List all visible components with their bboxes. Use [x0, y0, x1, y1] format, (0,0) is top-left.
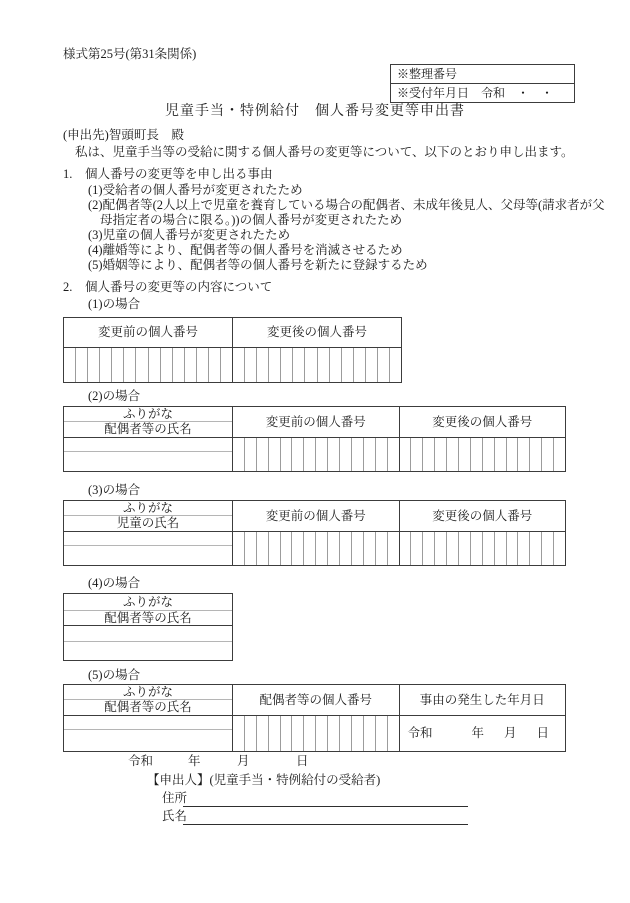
digit-cell[interactable] [352, 532, 364, 565]
digit-cell[interactable] [245, 532, 257, 565]
digit-cell[interactable] [233, 716, 245, 751]
digit-cell[interactable] [507, 532, 519, 565]
digit-cell[interactable] [340, 532, 352, 565]
case3-name-label: 児童の氏名 [64, 516, 232, 532]
case3-before-header: 変更前の個人番号 [233, 501, 399, 532]
digit-cell[interactable] [530, 532, 542, 565]
reason-item-5: (5)婚姻等により、配偶者等の個人番号を新たに登録するため [88, 258, 428, 272]
case1-before-header: 変更前の個人番号 [64, 318, 233, 347]
digit-cell[interactable] [364, 532, 376, 565]
digit-cell[interactable] [388, 716, 399, 751]
digit-cell[interactable] [340, 716, 352, 751]
case4-table [63, 593, 233, 661]
digit-cell[interactable] [554, 438, 565, 471]
digit-cell[interactable] [495, 532, 507, 565]
digit-cell[interactable] [340, 438, 352, 471]
case2-before-header: 変更前の個人番号 [233, 407, 399, 438]
digit-cell[interactable] [483, 532, 495, 565]
year-label: 年 [188, 754, 201, 768]
digit-cell[interactable] [292, 438, 304, 471]
digit-cell[interactable] [459, 532, 471, 565]
digit-cell[interactable] [423, 532, 435, 565]
digit-cell[interactable] [328, 438, 340, 471]
digit-cell[interactable] [197, 348, 209, 382]
reason-item-2: (2)配偶者等(2人以上で児童を養育している場合の配偶者、未成年後見人、父母等(請求者が父 [88, 198, 605, 212]
case2-name-label: 配偶者等の氏名 [64, 422, 232, 438]
digit-cell[interactable] [352, 716, 364, 751]
digit-cell[interactable] [471, 532, 483, 565]
name-label: 氏名 [162, 809, 188, 823]
digit-cell[interactable] [376, 532, 388, 565]
digit-cell[interactable] [364, 716, 376, 751]
digit-cell[interactable] [112, 348, 124, 382]
case5-label: (5)の場合 [88, 668, 141, 682]
digit-cell[interactable] [354, 348, 366, 382]
digit-cell[interactable] [447, 532, 459, 565]
address-label: 住所 [162, 791, 188, 805]
digit-cell[interactable] [233, 348, 245, 382]
digit-cell[interactable] [281, 438, 293, 471]
digit-cell[interactable] [304, 438, 316, 471]
digit-cell[interactable] [364, 438, 376, 471]
case1-table [63, 317, 402, 383]
digit-cell[interactable] [554, 532, 565, 565]
case3-before-digit-boxes[interactable] [233, 532, 399, 565]
digit-cell[interactable] [542, 532, 554, 565]
digit-cell[interactable] [400, 438, 412, 471]
digit-cell[interactable] [257, 438, 269, 471]
digit-cell[interactable] [411, 532, 423, 565]
digit-cell[interactable] [281, 532, 293, 565]
case4-name-entry[interactable] [64, 642, 232, 660]
case2-after-header: 変更後の個人番号 [400, 407, 566, 438]
digit-cell[interactable] [269, 438, 281, 471]
digit-cell[interactable] [378, 348, 390, 382]
digit-cell[interactable] [423, 438, 435, 471]
digit-cell[interactable] [245, 716, 257, 751]
digit-cell[interactable] [305, 348, 317, 382]
digit-cell[interactable] [293, 348, 305, 382]
digit-cell[interactable] [318, 348, 330, 382]
digit-cell[interactable] [292, 716, 304, 751]
digit-cell[interactable] [518, 438, 530, 471]
digit-cell[interactable] [257, 716, 269, 751]
digit-cell[interactable] [76, 348, 88, 382]
case3-label: (3)の場合 [88, 483, 141, 497]
case2-name-entry[interactable] [64, 452, 232, 471]
section1-heading: 個人番号の変更等を申し出る事由 [85, 167, 273, 181]
digit-cell[interactable] [257, 532, 269, 565]
digit-cell[interactable] [88, 348, 100, 382]
submission-date-line[interactable] [128, 754, 328, 769]
intro-text: 私は、児童手当等の受給に関する個人番号の変更等について、以下のとおり申し出ます。 [75, 145, 574, 159]
case2-before-digit-boxes[interactable] [233, 438, 399, 471]
digit-cell[interactable] [185, 348, 197, 382]
address-field[interactable] [183, 792, 468, 807]
digit-cell[interactable] [281, 716, 293, 751]
day-label: 日 [296, 754, 309, 768]
form-title: 児童手当・特例給付 個人番号変更等申出書 [165, 104, 465, 119]
case3-furigana-label: ふりがな [64, 501, 232, 516]
digit-cell[interactable] [281, 348, 293, 382]
digit-cell[interactable] [366, 348, 378, 382]
digit-cell[interactable] [269, 532, 281, 565]
digit-cell[interactable] [435, 532, 447, 565]
case3-after-header: 変更後の個人番号 [400, 501, 566, 532]
era-label: 令和 [407, 726, 433, 740]
digit-cell[interactable] [530, 438, 542, 471]
digit-cell[interactable] [304, 716, 316, 751]
case1-after-header: 変更後の個人番号 [266, 325, 367, 339]
section2-heading: 個人番号の変更等の内容について [85, 280, 273, 294]
digit-cell[interactable] [173, 348, 185, 382]
digit-cell[interactable] [447, 438, 459, 471]
case3-furigana-entry[interactable] [64, 532, 232, 546]
case2-label: (2)の場合 [88, 389, 141, 403]
case4-name-label: 配偶者等の氏名 [64, 611, 232, 626]
digit-cell[interactable] [233, 532, 245, 565]
digit-cell[interactable] [495, 438, 507, 471]
digit-cell[interactable] [388, 532, 399, 565]
digit-cell[interactable] [459, 438, 471, 471]
digit-cell[interactable] [330, 348, 342, 382]
case4-furigana-entry[interactable] [64, 626, 232, 642]
digit-cell[interactable] [352, 438, 364, 471]
digit-cell[interactable] [149, 348, 161, 382]
digit-cell[interactable] [304, 532, 316, 565]
digit-cell[interactable] [269, 716, 281, 751]
digit-cell[interactable] [316, 716, 328, 751]
digit-cell[interactable] [328, 716, 340, 751]
case1-before-digit-boxes[interactable] [64, 348, 232, 382]
case3-name-entry[interactable] [64, 546, 232, 565]
section1-number: 1. [63, 167, 73, 181]
digit-cell[interactable] [542, 438, 554, 471]
digit-cell[interactable] [518, 532, 530, 565]
digit-cell[interactable] [257, 348, 269, 382]
addressee-line: (申出先)智頭町長 殿 [63, 128, 184, 142]
era-label: 令和 [128, 754, 154, 768]
digit-cell[interactable] [390, 348, 401, 382]
digit-cell[interactable] [209, 348, 221, 382]
case5-name-entry[interactable] [64, 730, 232, 751]
month-label: 月 [237, 754, 250, 768]
digit-cell[interactable] [161, 348, 173, 382]
case5-number-header: 配偶者等の個人番号 [233, 685, 399, 716]
digit-cell[interactable] [233, 438, 245, 471]
case5-furigana-entry[interactable] [64, 716, 232, 730]
case1-label: (1)の場合 [88, 297, 141, 311]
digit-cell[interactable] [388, 438, 399, 471]
case5-date-entry[interactable] [400, 716, 566, 751]
reason-item-4: (4)離婚等により、配偶者等の個人番号を消滅させるため [88, 243, 403, 257]
case5-table [63, 684, 566, 752]
case2-after-digit-boxes[interactable] [400, 438, 566, 471]
case1-after-digit-boxes[interactable] [233, 348, 401, 382]
digit-cell[interactable] [400, 532, 412, 565]
digit-cell[interactable] [124, 348, 136, 382]
digit-cell[interactable] [471, 438, 483, 471]
case4-furigana-label: ふりがな [64, 594, 232, 611]
applicant-heading: 【申出人】(児童手当・特例給付の受給者) [147, 773, 381, 787]
case5-date-header: 事由の発生した年月日 [400, 685, 566, 716]
digit-cell[interactable] [269, 348, 281, 382]
digit-cell[interactable] [221, 348, 232, 382]
case3-after-digit-boxes[interactable] [400, 532, 566, 565]
month-label: 月 [504, 726, 517, 740]
case4-label: (4)の場合 [88, 576, 141, 590]
digit-cell[interactable] [376, 716, 388, 751]
case3-table [63, 500, 566, 566]
digit-cell[interactable] [100, 348, 112, 382]
stamp-box [390, 64, 575, 103]
digit-cell[interactable] [328, 532, 340, 565]
digit-cell[interactable] [292, 532, 304, 565]
received-date-row: ※受付年月日 令和 ・ ・ [397, 85, 554, 100]
digit-cell[interactable] [64, 348, 76, 382]
year-label: 年 [471, 726, 485, 740]
digit-cell[interactable] [136, 348, 148, 382]
case2-furigana-label: ふりがな [64, 407, 232, 422]
digit-cell[interactable] [245, 348, 257, 382]
reason-item-3: (3)児童の個人番号が変更されたため [88, 228, 291, 242]
case5-furigana-label: ふりがな [64, 685, 232, 700]
name-field[interactable] [183, 810, 468, 825]
digit-cell[interactable] [411, 438, 423, 471]
digit-cell[interactable] [507, 438, 519, 471]
digit-cell[interactable] [316, 438, 328, 471]
case2-furigana-entry[interactable] [64, 438, 232, 452]
case2-table [63, 406, 566, 472]
digit-cell[interactable] [245, 438, 257, 471]
digit-cell[interactable] [342, 348, 354, 382]
case5-number-digit-boxes[interactable] [233, 716, 399, 751]
form-number: 様式第25号(第31条関係) [63, 47, 197, 61]
reason-item-1: (1)受給者の個人番号が変更されたため [88, 183, 303, 197]
day-label: 日 [536, 726, 550, 740]
digit-cell[interactable] [376, 438, 388, 471]
section2-number: 2. [63, 280, 73, 294]
serial-number-row: ※整理番号 [391, 65, 574, 84]
digit-cell[interactable] [435, 438, 447, 471]
digit-cell[interactable] [483, 438, 495, 471]
case5-name-label: 配偶者等の氏名 [64, 700, 232, 716]
reason-item-2-cont: 母指定者の場合に限る。))の個人番号が変更されたため [100, 213, 403, 227]
digit-cell[interactable] [316, 532, 328, 565]
